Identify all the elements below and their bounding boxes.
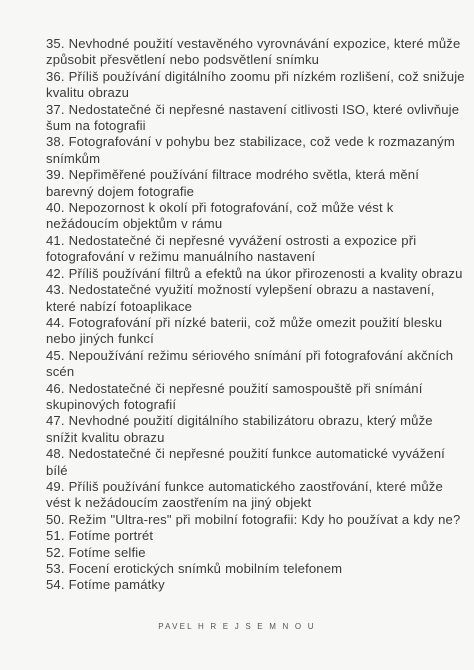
list-item: 43. Nedostatečné využití možností vylepšení obrazu a nastavení, které nabízí fotoaplikace — [46, 282, 435, 314]
list-item: 48. Nedostatečné či nepřesné použití funkce automatické vyvážení bílé — [46, 446, 445, 478]
footer-author: PAVEL H R E J S E M N O U — [158, 622, 316, 631]
list-item: 42. Příliš používání filtrů a efektů na úkor přirozenosti a kvality obrazu — [46, 265, 463, 281]
list-item: 47. Nevhodné použití digitálního stabilizátoru obrazu, který může snížit kvalitu obrazu — [46, 413, 433, 445]
list-item: 49. Příliš používání funkce automatického zaostřování, které může vést k nežádoucím zaostřením na jiný objekt — [46, 478, 443, 511]
list-item: 36. Příliš používání digitálního zoomu při nízkém rozlišení, což snižuje kvalitu obrazu — [46, 68, 465, 101]
list-item: 44. Fotografování při nízké baterii, což může omezit použití blesku nebo jiných funkcí — [46, 314, 443, 347]
list-item: 53. Focení erotických snímků mobilním telefonem — [46, 561, 343, 576]
numbered-list — [46, 36, 466, 594]
list-item: 40. Nepozornost k okolí při fotografování, což může vést k nežádoucím objektům v rámu — [46, 200, 394, 232]
list-item: 52. Fotíme selfie — [46, 544, 146, 560]
list-item: 51. Fotíme portrét — [46, 528, 154, 544]
list-item: 54. Fotíme památky — [46, 577, 165, 593]
list-item: 37. Nedostatečné či nepřesné nastavení citlivosti ISO, které ovlivňuje šum na fotografii — [46, 101, 460, 134]
list-item: 39. Nepřiměřené používání filtrace modrého světla, která mění barevný dojem fotografie — [46, 167, 419, 199]
list-item: 35. Nevhodné použití vestavěného vyrovnávání expozice, které může způsobit přesvětlení nebo podsvětlení snímku — [46, 36, 461, 68]
list-item: 45. Nepoužívání režimu sériového snímání při fotografování akčních scén — [46, 347, 454, 380]
list-item: 46. Nedostatečné či nepřesné použití samospouště při snímání skupinových fotografií — [46, 380, 423, 412]
list-item: 41. Nedostatečné či nepřesné vyvážení ostrosti a expozice při fotografování v režimu manuálního nastavení — [46, 232, 417, 265]
list-item: 38. Fotografování v pohybu bez stabilizace, což vede k rozmazaným snímkům — [46, 134, 455, 166]
list-item: 50. Režim "Ultra-res" při mobilní fotografii: Kdy ho používat a kdy ne? — [46, 511, 461, 527]
